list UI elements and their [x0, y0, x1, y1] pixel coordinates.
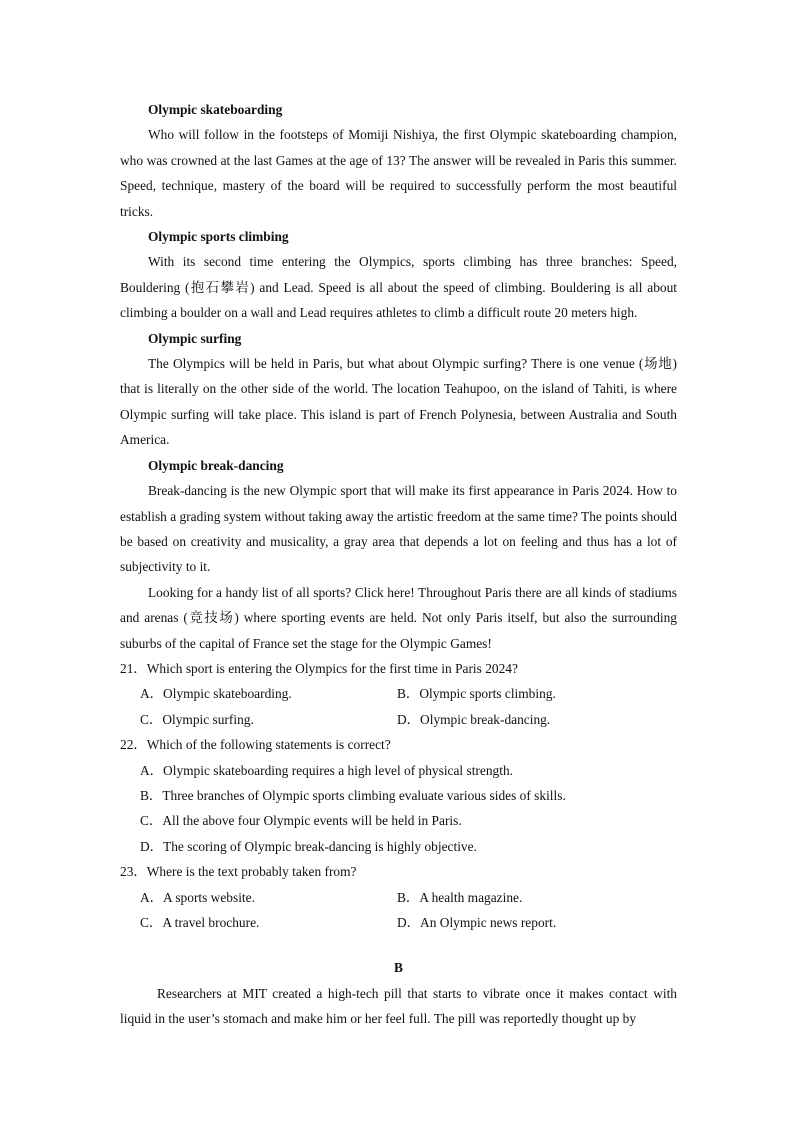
question-21-option-c[interactable]: C．Olympic surfing.	[140, 711, 254, 727]
question-22-option-a[interactable]: A．Olympic skateboarding requires a high level of physical strength.	[140, 762, 513, 778]
question-21-stem: 21．Which sport is entering the Olympics for the first time in Paris 2024?	[120, 660, 518, 676]
question-23-option-d[interactable]: D．An Olympic news report.	[397, 915, 557, 930]
question-22-option-d[interactable]: D．The scoring of Olympic break-dancing is highly objective.	[140, 838, 477, 854]
question-22-option-c[interactable]: C．All the above four Olympic events will be held in Paris.	[140, 813, 462, 829]
question-21-option-d[interactable]: D．Olympic break-dancing.	[397, 711, 551, 727]
document-page	[120, 97, 677, 1032]
question-23-options	[120, 885, 677, 936]
skateboarding-heading: Olympic skateboarding	[148, 102, 283, 117]
question-23-option-b[interactable]: B．A health magazine.	[397, 889, 523, 905]
closing-paragraph: Looking for a handy list of all sports? Click here! Throughout Paris there are all kinds of stadiums and arenas (竞技场) where sporting events are held. Not only Paris itself, but also the surrounding suburbs of the capital of France set the stage for the Olympic Games!	[120, 584, 677, 651]
question-21-option-a[interactable]: A．Olympic skateboarding.	[140, 686, 292, 702]
breakdancing-heading: Olympic break-dancing	[148, 457, 284, 473]
breakdancing-paragraph: Break-dancing is the new Olympic sport that will make its first appearance in Paris 2024. How to establish a grading system without taking away the artistic freedom at the same time? The points should be based on creativity and musicality, a gray area that depends a lot on feeling and thus has a lot of subjectivity to it.	[120, 483, 677, 575]
surfing-paragraph: The Olympics will be held in Paris, but what about Olympic surfing? There is one venue (场地) that is literally on the other side of the world. The location Teahupoo, on the island of Tahiti, is where Olympic surfing will take place. This island is part of French Polynesia, between Australia and South America.	[120, 356, 677, 448]
climbing-heading: Olympic sports climbing	[148, 229, 289, 245]
question-23-option-a[interactable]: A．A sports website.	[140, 889, 255, 905]
question-22-options	[120, 758, 677, 860]
question-21-option-b[interactable]: B．Olympic sports climbing.	[397, 686, 556, 702]
climbing-paragraph: With its second time entering the Olympics, sports climbing has three branches: Speed, Bouldering (抱石攀岩) and Lead. Speed is all about the speed of climbing. Bouldering is all about climbing a boulder on a wall and Lead requires athletes to climb a difficult route 20 meters high.	[120, 254, 677, 321]
passage-b-letter: B	[394, 960, 403, 976]
question-22	[120, 732, 677, 859]
surfing-heading: Olympic surfing	[148, 330, 242, 346]
question-23	[120, 859, 677, 935]
skateboarding-paragraph: Who will follow in the footsteps of Momiji Nishiya, the first Olympic skateboarding champion, who was crowned at the last Games at the age of 13? The answer will be revealed in Paris this summer. Speed, technique, mastery of the board will be required to successfully perform the most beautiful tricks.	[120, 127, 677, 219]
question-21-options	[120, 681, 677, 732]
question-23-stem: 23．Where is the text probably taken from?	[120, 864, 357, 880]
question-22-option-b[interactable]: B．Three branches of Olympic sports climbing evaluate various sides of skills.	[140, 787, 566, 803]
question-21	[120, 656, 677, 732]
question-22-stem: 22．Which of the following statements is correct?	[120, 737, 391, 753]
passage-b-paragraph: Researchers at MIT created a high-tech pill that starts to vibrate once it makes contact with liquid in the user’s stomach and make him or her feel full. The pill was reportedly thought up by	[120, 985, 677, 1027]
question-23-option-c[interactable]: C．A travel brochure.	[140, 915, 260, 930]
